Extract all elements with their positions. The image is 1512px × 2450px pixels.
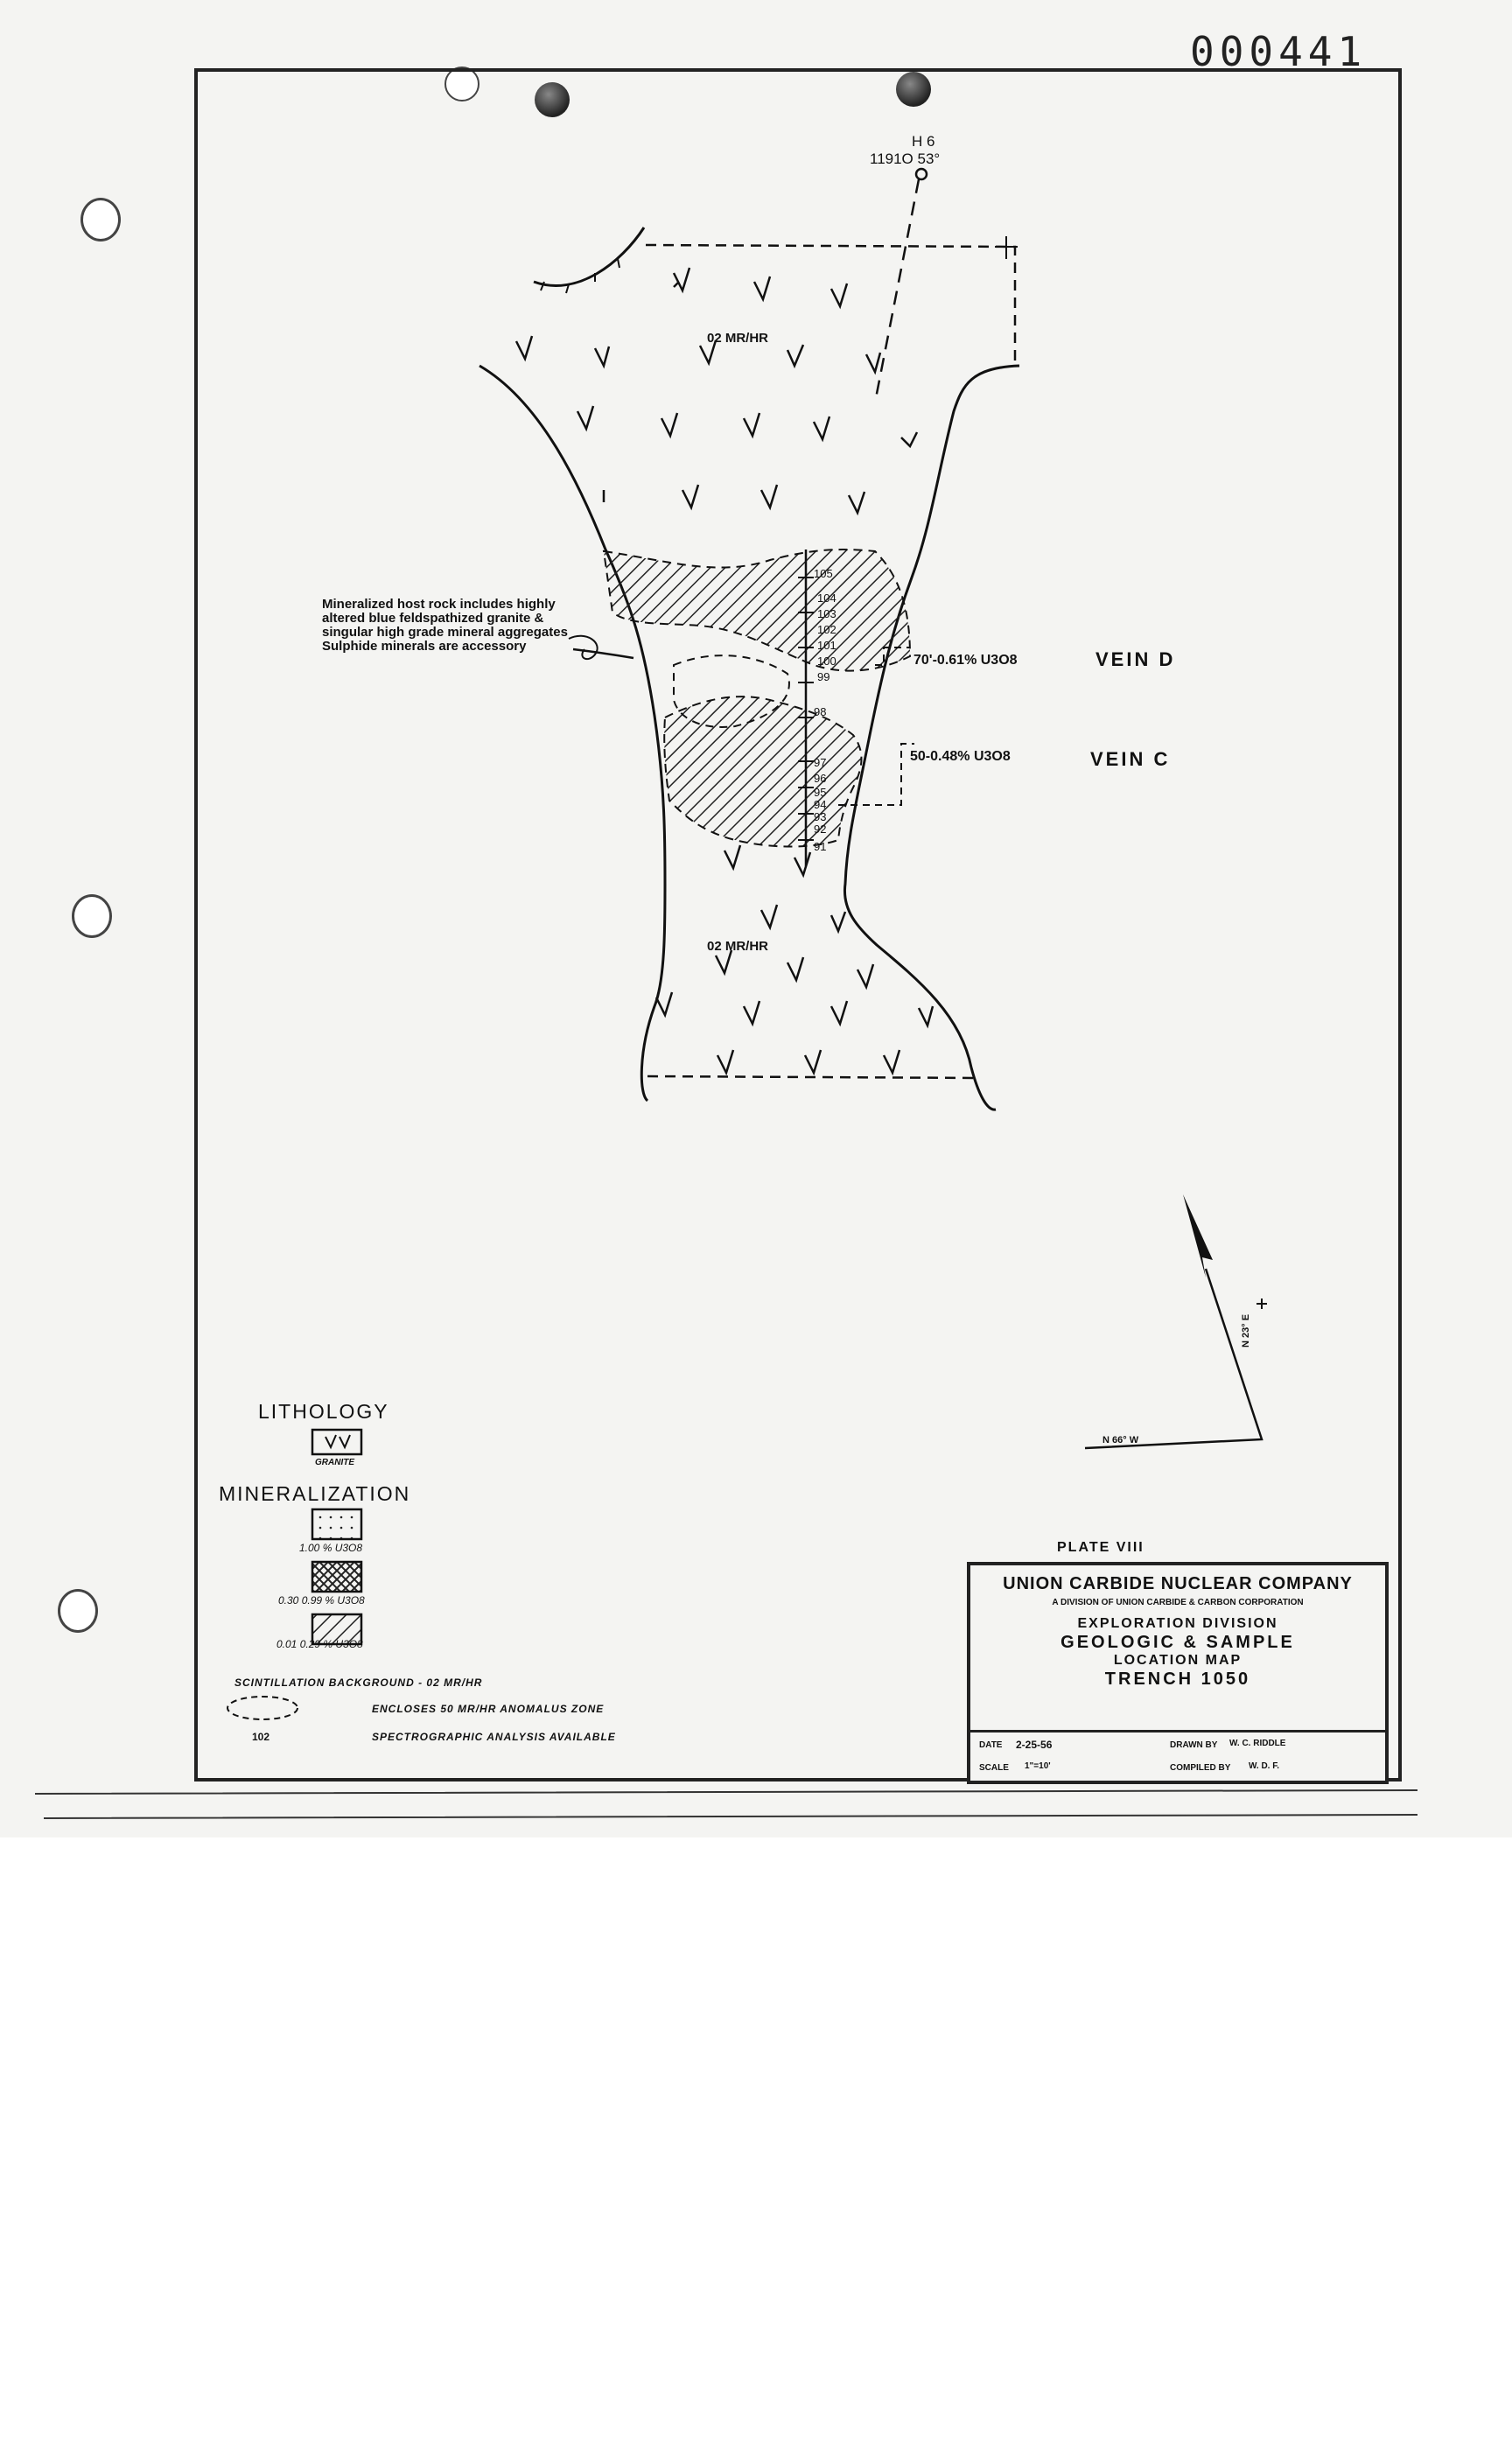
vein-c-label: VEIN C <box>1090 748 1171 770</box>
mineralization-label: 0.01 0.29 % U3O8 <box>276 1638 363 1650</box>
north-arrow-bearing-vertical: N 23° E <box>1241 1313 1251 1348</box>
drawn-by-label: DRAWN BY <box>1170 1740 1218 1750</box>
sample-number: 100 <box>817 654 836 668</box>
map-title-line1: GEOLOGIC & SAMPLE <box>1060 1633 1295 1652</box>
date-value: 2-25-56 <box>1016 1739 1053 1751</box>
sample-number: 104 <box>817 592 836 605</box>
page-bottom-edge <box>35 1790 1418 1818</box>
background-reading-top: 02 MR/HR <box>707 331 769 346</box>
drill-hole-id: H 6 <box>912 133 935 150</box>
compiled-by-label: COMPILED BY <box>1170 1763 1231 1773</box>
scarp-curve-top-left <box>534 228 644 285</box>
scarp-ticks <box>541 259 620 293</box>
legend-granite-symbol <box>326 1435 350 1447</box>
sample-number: 92 <box>814 822 827 836</box>
drill-hole-bearing: 1191O 53° <box>870 150 941 167</box>
mineralization-label: 1.00 % U3O8 <box>299 1542 363 1554</box>
sample-number: 91 <box>814 840 827 853</box>
sample-number: 93 <box>814 810 827 823</box>
document-number: 000441 <box>1190 28 1368 75</box>
sample-number: 103 <box>817 607 836 620</box>
sample-number: 105 <box>814 567 833 580</box>
legend-dashed-zone-symbol <box>228 1697 298 1719</box>
north-arrow-bearing-horizontal: N 66° W <box>1102 1435 1139 1446</box>
spectro-note: SPECTROGRAPHIC ANALYSIS AVAILABLE <box>372 1731 616 1743</box>
sample-number: 95 <box>814 786 827 799</box>
scale-label: SCALE <box>979 1763 1009 1773</box>
title-block <box>967 1562 1389 1784</box>
spectro-ref: 102 <box>252 1731 270 1743</box>
zone-vein-c <box>664 696 861 846</box>
host-rock-note: Mineralized host rock includes highly altered blue feldspathized granite & singular high grade mineral aggregates Sulphide minerals are accessory <box>322 597 568 654</box>
sample-number: 98 <box>814 705 827 718</box>
sample-number: 94 <box>814 798 827 811</box>
sample-number: 97 <box>814 756 827 769</box>
lithology-granite-label: GRANITE <box>315 1458 354 1467</box>
lithology-title: LITHOLOGY <box>258 1400 389 1423</box>
plate-number: PLATE VIII <box>1057 1540 1144 1555</box>
trench-tick-top-right <box>995 236 1018 259</box>
trench-outline-right <box>844 366 1019 1110</box>
north-arrow <box>1183 1194 1213 1278</box>
vein-d-label: VEIN D <box>1096 648 1176 670</box>
legend-box-stipple <box>312 1509 361 1539</box>
sample-number: 96 <box>814 772 827 785</box>
sample-number: 101 <box>817 639 836 652</box>
legend-box-granite <box>312 1430 361 1454</box>
background-reading-bottom: 02 MR/HR <box>707 939 769 954</box>
compiled-by-value: W. D. F. <box>1249 1761 1279 1771</box>
map-title-line2: LOCATION MAP <box>1113 1653 1242 1668</box>
company-name: UNION CARBIDE NUCLEAR COMPANY <box>1003 1574 1353 1593</box>
trench-outline-left <box>480 366 665 1101</box>
north-arrow-tick <box>1256 1298 1267 1309</box>
vein-d-assay: 70'-0.61% U3O8 <box>914 653 1018 668</box>
zone-vein-d <box>604 550 910 671</box>
vein-c-assay: 50-0.48% U3O8 <box>910 749 1011 764</box>
division-name: EXPLORATION DIVISION <box>1077 1616 1278 1631</box>
drill-hole-collar <box>916 169 927 179</box>
sample-number: 99 <box>817 670 830 683</box>
scale-value: 1"=10' <box>1025 1761 1051 1771</box>
north-arrow-shaft <box>1085 1269 1262 1448</box>
mineralization-title: MINERALIZATION <box>219 1482 411 1505</box>
trench-end-bottom <box>648 1076 980 1078</box>
drill-line <box>875 179 919 402</box>
mineralization-label: 0.30 0.99 % U3O8 <box>278 1594 365 1606</box>
drawn-by-value: W. C. RIDDLE <box>1229 1739 1286 1748</box>
legend-box-crosshatch <box>312 1562 361 1592</box>
anomaly-zone-note: ENCLOSES 50 MR/HR ANOMALUS ZONE <box>372 1703 605 1715</box>
title-block-divider <box>970 1730 1385 1732</box>
scintillation-note: SCINTILLATION BACKGROUND - 02 MR/HR <box>234 1676 483 1689</box>
map-title-line3: TRENCH 1050 <box>1104 1670 1251 1689</box>
sample-number: 102 <box>817 623 836 636</box>
company-parent: A DIVISION OF UNION CARBIDE & CARBON CORPORATION <box>1052 1598 1304 1607</box>
date-label: DATE <box>979 1740 1003 1750</box>
